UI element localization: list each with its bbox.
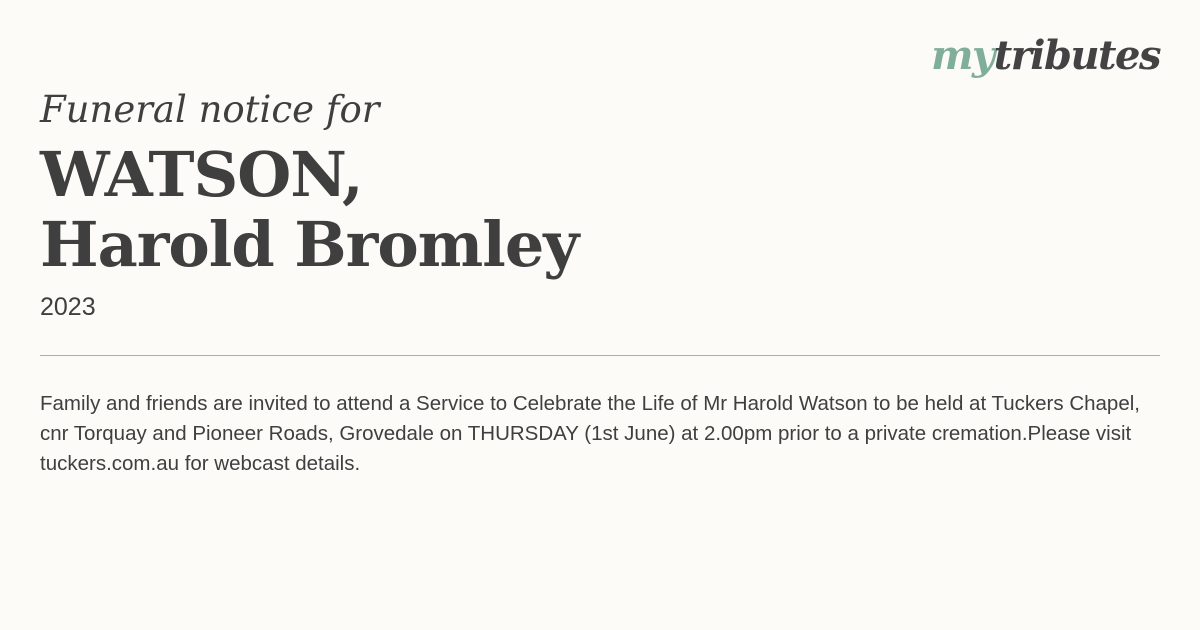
logo-my-text: my <box>931 32 994 79</box>
deceased-given-names: Harold Bromley <box>40 208 579 281</box>
notice-year: 2023 <box>40 293 96 321</box>
notice-label: Funeral notice for <box>40 88 380 131</box>
mytributes-logo[interactable] <box>931 32 1160 79</box>
deceased-surname: WATSON, <box>40 138 363 211</box>
notice-message: Family and friends are invited to attend a Service to Celebrate the Life of Mr Harold Watson to be held at Tuckers Chapel, cnr Torquay and Pioneer Roads, Grovedale on THURSDAY (1st June) at 2.00pm prior to a private cremation.Please visit tuckers.com.au for webcast details. <box>40 392 1140 475</box>
logo-tributes-text: tributes <box>993 32 1160 79</box>
section-divider <box>40 355 1160 356</box>
